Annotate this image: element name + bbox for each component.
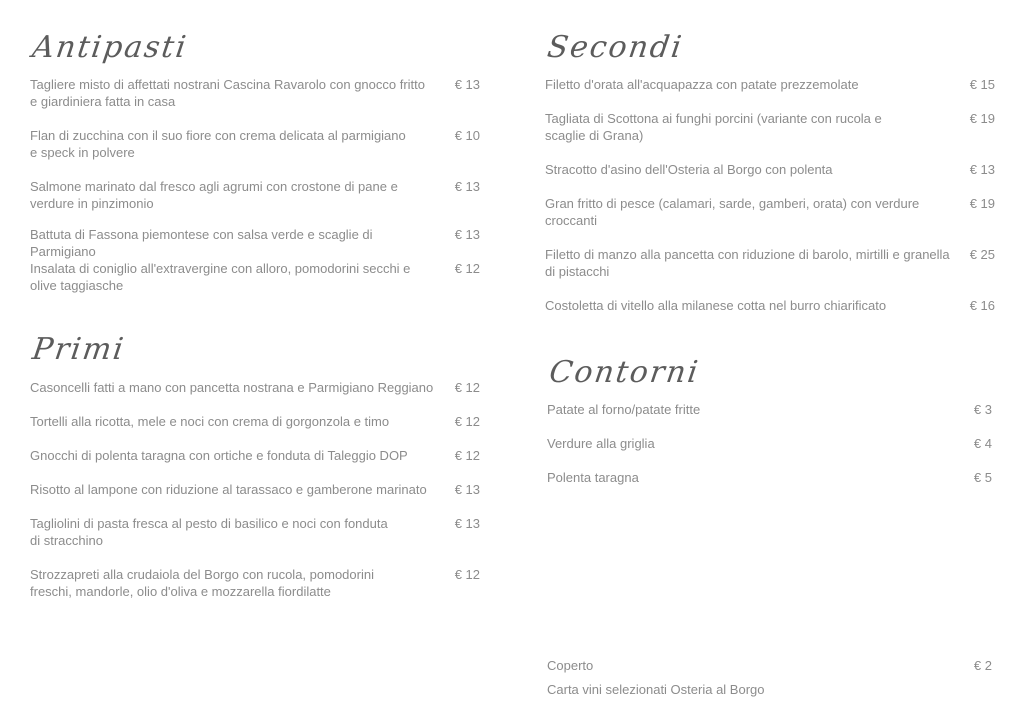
contorni-section — [547, 355, 992, 495]
antipasti-section — [30, 30, 480, 300]
wine-note-row — [547, 681, 992, 698]
item-name: Strozzapreti alla crudaiola del Borgo con rucola, pomodorini freschi, mandorle, olio d'oliva e mozzarella fiordilatte — [30, 567, 374, 599]
item-price: € 12 — [454, 414, 480, 429]
menu-item — [30, 127, 480, 161]
coperto-row — [547, 657, 992, 674]
item-price: € 12 — [454, 261, 480, 276]
menu-item — [30, 379, 480, 396]
item-name: Battuta di Fassona piemontese con salsa verde e scaglie di Parmigiano — [30, 227, 373, 259]
menu-item — [545, 110, 995, 144]
item-price: € 12 — [454, 380, 480, 395]
item-name: Risotto al lampone con riduzione al tarassaco e gamberone marinato — [30, 482, 427, 497]
menu-item — [545, 161, 995, 178]
item-name: Polenta taragna — [547, 470, 639, 485]
menu-item — [545, 297, 995, 314]
secondi-title: Secondi — [545, 30, 686, 65]
item-name: Salmone marinato dal fresco agli agrumi con crostone di pane e verdure in pinzimonio — [30, 179, 398, 211]
item-price: € 12 — [454, 567, 480, 582]
footer-section — [547, 657, 992, 705]
item-name: Costoletta di vitello alla milanese cotta nel burro chiarificato — [545, 298, 887, 313]
wine-note: Carta vini selezionati Osteria al Borgo — [547, 682, 765, 697]
coperto-price: € 2 — [973, 658, 992, 673]
menu-item — [30, 260, 480, 294]
item-name: Tagliere misto di affettati nostrani Cascina Ravarolo con gnocco fritto e giardiniera fatta in casa — [30, 77, 426, 109]
menu-item — [30, 481, 480, 498]
item-price: € 3 — [973, 402, 992, 417]
item-name: Patate al forno/patate fritte — [547, 402, 701, 417]
item-name: Filetto d'orata all'acquapazza con patate prezzemolate — [545, 77, 859, 92]
menu-item — [545, 76, 995, 93]
item-name: Tagliata di Scottona ai funghi porcini (variante con rucola e scaglie di Grana) — [545, 111, 882, 143]
item-name: Filetto di manzo alla pancetta con riduzione di barolo, mirtilli e granella di pistacchi — [545, 247, 950, 279]
item-price: € 19 — [969, 111, 995, 126]
antipasti-title: Antipasti — [30, 30, 190, 65]
item-price: € 13 — [454, 227, 480, 242]
item-price: € 16 — [969, 298, 995, 313]
item-price: € 19 — [969, 196, 995, 211]
item-name: Insalata di coniglio all'extravergine con alloro, pomodorini secchi e olive taggiasche — [30, 261, 411, 293]
menu-item — [547, 401, 992, 418]
secondi-section — [545, 30, 995, 330]
menu-item — [30, 226, 480, 260]
item-name: Tortelli alla ricotta, mele e noci con crema di gorgonzola e timo — [30, 414, 390, 429]
menu-item — [30, 76, 480, 110]
item-price: € 13 — [454, 77, 480, 92]
item-price: € 25 — [969, 247, 995, 262]
item-price: € 15 — [969, 77, 995, 92]
item-name: Tagliolini di pasta fresca al pesto di basilico e noci con fonduta di stracchino — [30, 516, 388, 548]
contorni-title: Contorni — [547, 355, 702, 390]
item-name: Gran fritto di pesce (calamari, sarde, gamberi, orata) con verdure croccanti — [545, 196, 920, 228]
menu-item — [30, 447, 480, 464]
menu-item — [547, 435, 992, 452]
menu-item — [30, 178, 480, 212]
menu-item — [30, 515, 480, 549]
menu-item — [30, 566, 480, 600]
item-price: € 13 — [454, 482, 480, 497]
item-name: Stracotto d'asino dell'Osteria al Borgo con polenta — [545, 162, 833, 177]
item-price: € 5 — [973, 470, 992, 485]
primi-title: Primi — [30, 332, 128, 367]
item-price: € 12 — [454, 448, 480, 463]
menu-item — [545, 246, 995, 280]
item-price: € 13 — [454, 516, 480, 531]
item-name: Casoncelli fatti a mano con pancetta nostrana e Parmigiano Reggiano — [30, 380, 434, 395]
menu-item — [547, 469, 992, 486]
item-price: € 13 — [969, 162, 995, 177]
item-price: € 13 — [454, 179, 480, 194]
coperto-label: Coperto — [547, 658, 594, 673]
primi-section — [30, 332, 480, 612]
item-price: € 4 — [973, 436, 992, 451]
menu-item — [30, 413, 480, 430]
item-price: € 10 — [454, 128, 480, 143]
menu-item — [545, 195, 995, 229]
item-name: Flan di zucchina con il suo fiore con crema delicata al parmigiano e speck in polvere — [30, 128, 406, 160]
item-name: Gnocchi di polenta taragna con ortiche e fonduta di Taleggio DOP — [30, 448, 408, 463]
item-name: Verdure alla griglia — [547, 436, 655, 451]
